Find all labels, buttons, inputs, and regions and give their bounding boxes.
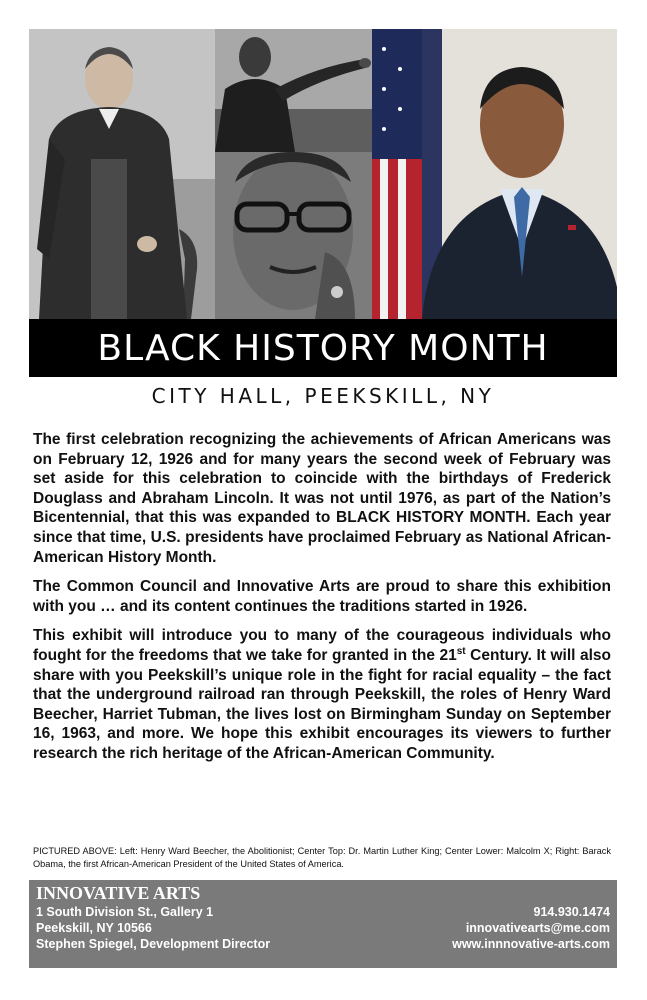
footer-org-name: INNOVATIVE ARTS [36, 883, 201, 903]
photo-caption: PICTURED ABOVE: Left: Henry Ward Beecher, the Abolitionist; Center Top: Dr. Martin Luther King; Center Lower: Malcolm X; Right: Barack Obama, the first African-American President of the United States of America. [33, 846, 611, 869]
footer-email: innovativearts@me.com [465, 921, 610, 935]
footer [29, 880, 617, 968]
paragraph-exhibit-intro-part2: Century. It will also share with you Peekskill’s unique role in the fight for racial equality – the fact that the underground railroad ran through Peekskill, the roles of Henry Ward Beecher, Harriet Tubman, the lives lost on Birmingham Sunday on September 16, 1963, and more. We hope this exhibit encourages its viewers to further research the rich heritage of the African-American Community. [33, 646, 611, 762]
footer-contact-block [452, 904, 610, 952]
location-subtitle: CITY HALL, PEEKSKILL, NY [151, 384, 495, 408]
footer-website: www.innnovative-arts.com [452, 937, 610, 951]
page-title: BLACK HISTORY MONTH [97, 327, 549, 369]
paragraph-exhibit-intro-part1: This exhibit will introduce you to many of the courageous individuals who fought for the freedoms that we take for granted in the 21 [33, 627, 611, 664]
paragraph-exhibit-intro [33, 626, 611, 763]
footer-address-block [36, 904, 270, 952]
barack-obama-photo [372, 29, 617, 319]
photo-collage [29, 29, 617, 319]
malcolm-x-photo [215, 152, 372, 319]
footer-contact-person: Stephen Spiegel, Development Director [36, 937, 271, 951]
footer-phone: 914.930.1474 [533, 905, 610, 919]
paragraph-history: The first celebration recognizing the achievements of African Americans was on February 12, 1926 and for many years the second week of February was set aside for this celebration to coincide with the birthdays of Frederick Douglass and Abraham Lincoln. It was not until 1976, as part of the Nation’s Bicentennial, that this was expanded to BLACK HISTORY MONTH. Each year since that time, U.S. presidents have proclaimed February as National African-American History Month. [33, 431, 611, 566]
paragraph-exhibition: The Common Council and Innovative Arts are proud to share this exhibition with you … and its content continues the traditions started in 1926. [33, 578, 611, 615]
martin-luther-king-photo [215, 29, 372, 152]
footer-address-line2: Peekskill, NY 10566 [36, 921, 152, 935]
ordinal-superscript: st [456, 645, 466, 657]
body-text [33, 430, 611, 774]
footer-address-line1: 1 South Division St., Gallery 1 [36, 905, 214, 919]
henry-ward-beecher-photo [29, 29, 215, 319]
title-banner [29, 319, 617, 377]
